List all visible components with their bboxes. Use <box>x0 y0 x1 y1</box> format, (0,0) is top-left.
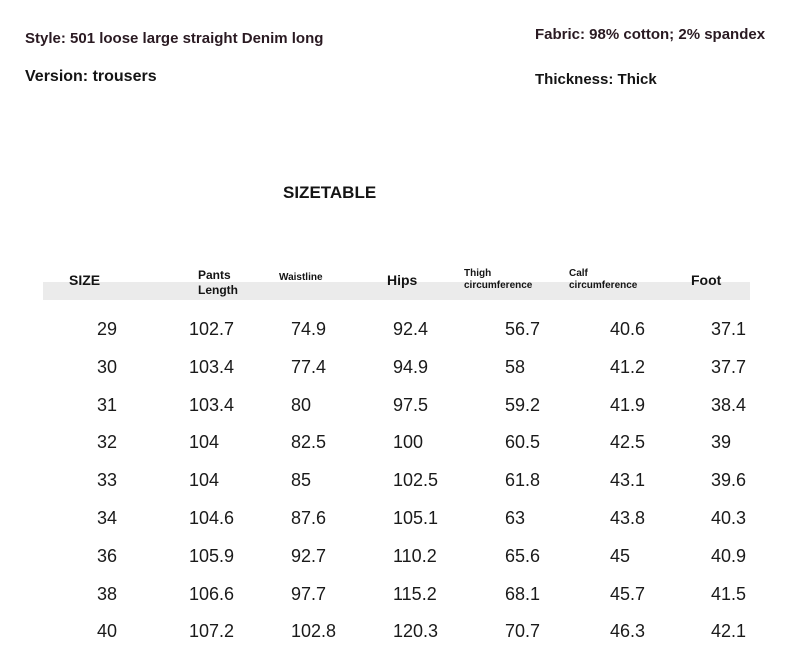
cell-hips: 97.5 <box>393 394 429 415</box>
cell-foot: 41.5 <box>711 583 747 604</box>
cell-hips: 120.3 <box>393 621 439 642</box>
cell-waistline: 82.5 <box>291 432 327 453</box>
cell-waistline: 102.8 <box>291 621 337 642</box>
cell-pants-length: 105.9 <box>189 545 235 566</box>
cell-hips: 94.9 <box>393 356 429 377</box>
cell-hips: 110.2 <box>393 545 437 566</box>
column-header-waistline: Waistline <box>279 272 323 283</box>
cell-foot: 40.3 <box>711 507 747 528</box>
cell-size: 32 <box>97 432 118 453</box>
cell-size: 30 <box>97 356 118 377</box>
column-header-size: SIZE <box>69 272 101 288</box>
cell-size: 29 <box>97 319 118 339</box>
table-row <box>0 350 800 388</box>
table-row <box>0 539 800 577</box>
table-row <box>0 312 800 350</box>
cell-calf: 45.7 <box>610 583 646 604</box>
table-row <box>0 577 800 615</box>
version-label: Version: trousers <box>25 68 157 85</box>
column-header-calf-line2: circumference <box>569 280 638 291</box>
cell-thigh: 70.7 <box>505 621 541 642</box>
column-header-thigh-line1: Thigh <box>464 268 492 279</box>
column-header-hips: Hips <box>387 272 418 288</box>
cell-pants-length: 104 <box>189 432 220 453</box>
cell-pants-length: 102.7 <box>189 319 235 339</box>
table-row <box>0 614 800 652</box>
cell-thigh: 63 <box>505 507 526 528</box>
cell-size: 38 <box>97 583 118 604</box>
cell-calf: 41.9 <box>610 394 646 415</box>
cell-foot: 37.7 <box>711 356 747 377</box>
cell-foot: 39.6 <box>711 470 747 491</box>
cell-calf: 46.3 <box>610 621 646 642</box>
cell-calf: 43.1 <box>610 470 646 491</box>
cell-thigh: 61.8 <box>505 470 541 491</box>
cell-calf: 42.5 <box>610 432 646 453</box>
cell-pants-length: 104 <box>189 470 220 491</box>
cell-calf: 45 <box>610 545 631 566</box>
cell-pants-length: 103.4 <box>189 356 235 377</box>
column-header-calf-line1: Calf <box>569 268 588 279</box>
cell-size: 34 <box>97 507 118 528</box>
cell-hips: 92.4 <box>393 319 429 339</box>
column-header-thigh-line2: circumference <box>464 280 533 291</box>
cell-waistline: 77.4 <box>291 356 327 377</box>
cell-waistline: 74.9 <box>291 319 327 339</box>
column-header-foot: Foot <box>691 272 722 288</box>
cell-foot: 39 <box>711 432 732 453</box>
cell-calf: 40.6 <box>610 319 646 339</box>
column-header-pants-line2: Length <box>198 283 238 297</box>
cell-waistline: 97.7 <box>291 583 327 604</box>
cell-calf: 43.8 <box>610 507 646 528</box>
cell-waistline: 85 <box>291 470 312 491</box>
cell-hips: 105.1 <box>393 507 439 528</box>
cell-hips: 102.5 <box>393 470 439 491</box>
table-row <box>0 501 800 539</box>
cell-waistline: 87.6 <box>291 507 327 528</box>
table-row <box>0 463 800 501</box>
cell-pants-length: 104.6 <box>189 507 235 528</box>
size-table-title: SIZETABLE <box>283 183 377 202</box>
style-label: Style: 501 loose large straight Denim long <box>25 30 324 47</box>
cell-size: 40 <box>97 621 118 642</box>
cell-foot: 38.4 <box>711 394 747 415</box>
table-row <box>0 425 800 463</box>
cell-waistline: 92.7 <box>291 545 327 566</box>
cell-hips: 100 <box>393 432 424 453</box>
cell-pants-length: 106.6 <box>189 583 235 604</box>
fabric-label: Fabric: 98% cotton; 2% spandex <box>535 26 766 43</box>
cell-thigh: 58 <box>505 356 526 377</box>
column-header-pants-length <box>198 268 238 298</box>
cell-calf: 41.2 <box>610 356 646 377</box>
cell-thigh: 68.1 <box>505 583 541 604</box>
cell-thigh: 56.7 <box>505 319 541 339</box>
cell-foot: 37.1 <box>711 319 747 339</box>
column-header-pants-line1: Pants <box>198 268 231 282</box>
cell-size: 33 <box>97 470 118 491</box>
thickness-label: Thickness: Thick <box>535 71 657 88</box>
cell-size: 36 <box>97 545 118 566</box>
cell-thigh: 59.2 <box>505 394 541 415</box>
column-header-calf <box>569 268 637 292</box>
cell-pants-length: 103.4 <box>189 394 235 415</box>
cell-pants-length: 107.2 <box>189 621 235 642</box>
cell-foot: 40.9 <box>711 545 747 566</box>
size-table-body <box>0 312 800 652</box>
cell-thigh: 65.6 <box>505 545 541 566</box>
cell-waistline: 80 <box>291 394 312 415</box>
table-row <box>0 388 800 426</box>
cell-size: 31 <box>97 394 118 415</box>
cell-hips: 115.2 <box>393 583 437 604</box>
cell-thigh: 60.5 <box>505 432 541 453</box>
cell-foot: 42.1 <box>711 621 747 642</box>
column-header-thigh <box>464 268 532 292</box>
